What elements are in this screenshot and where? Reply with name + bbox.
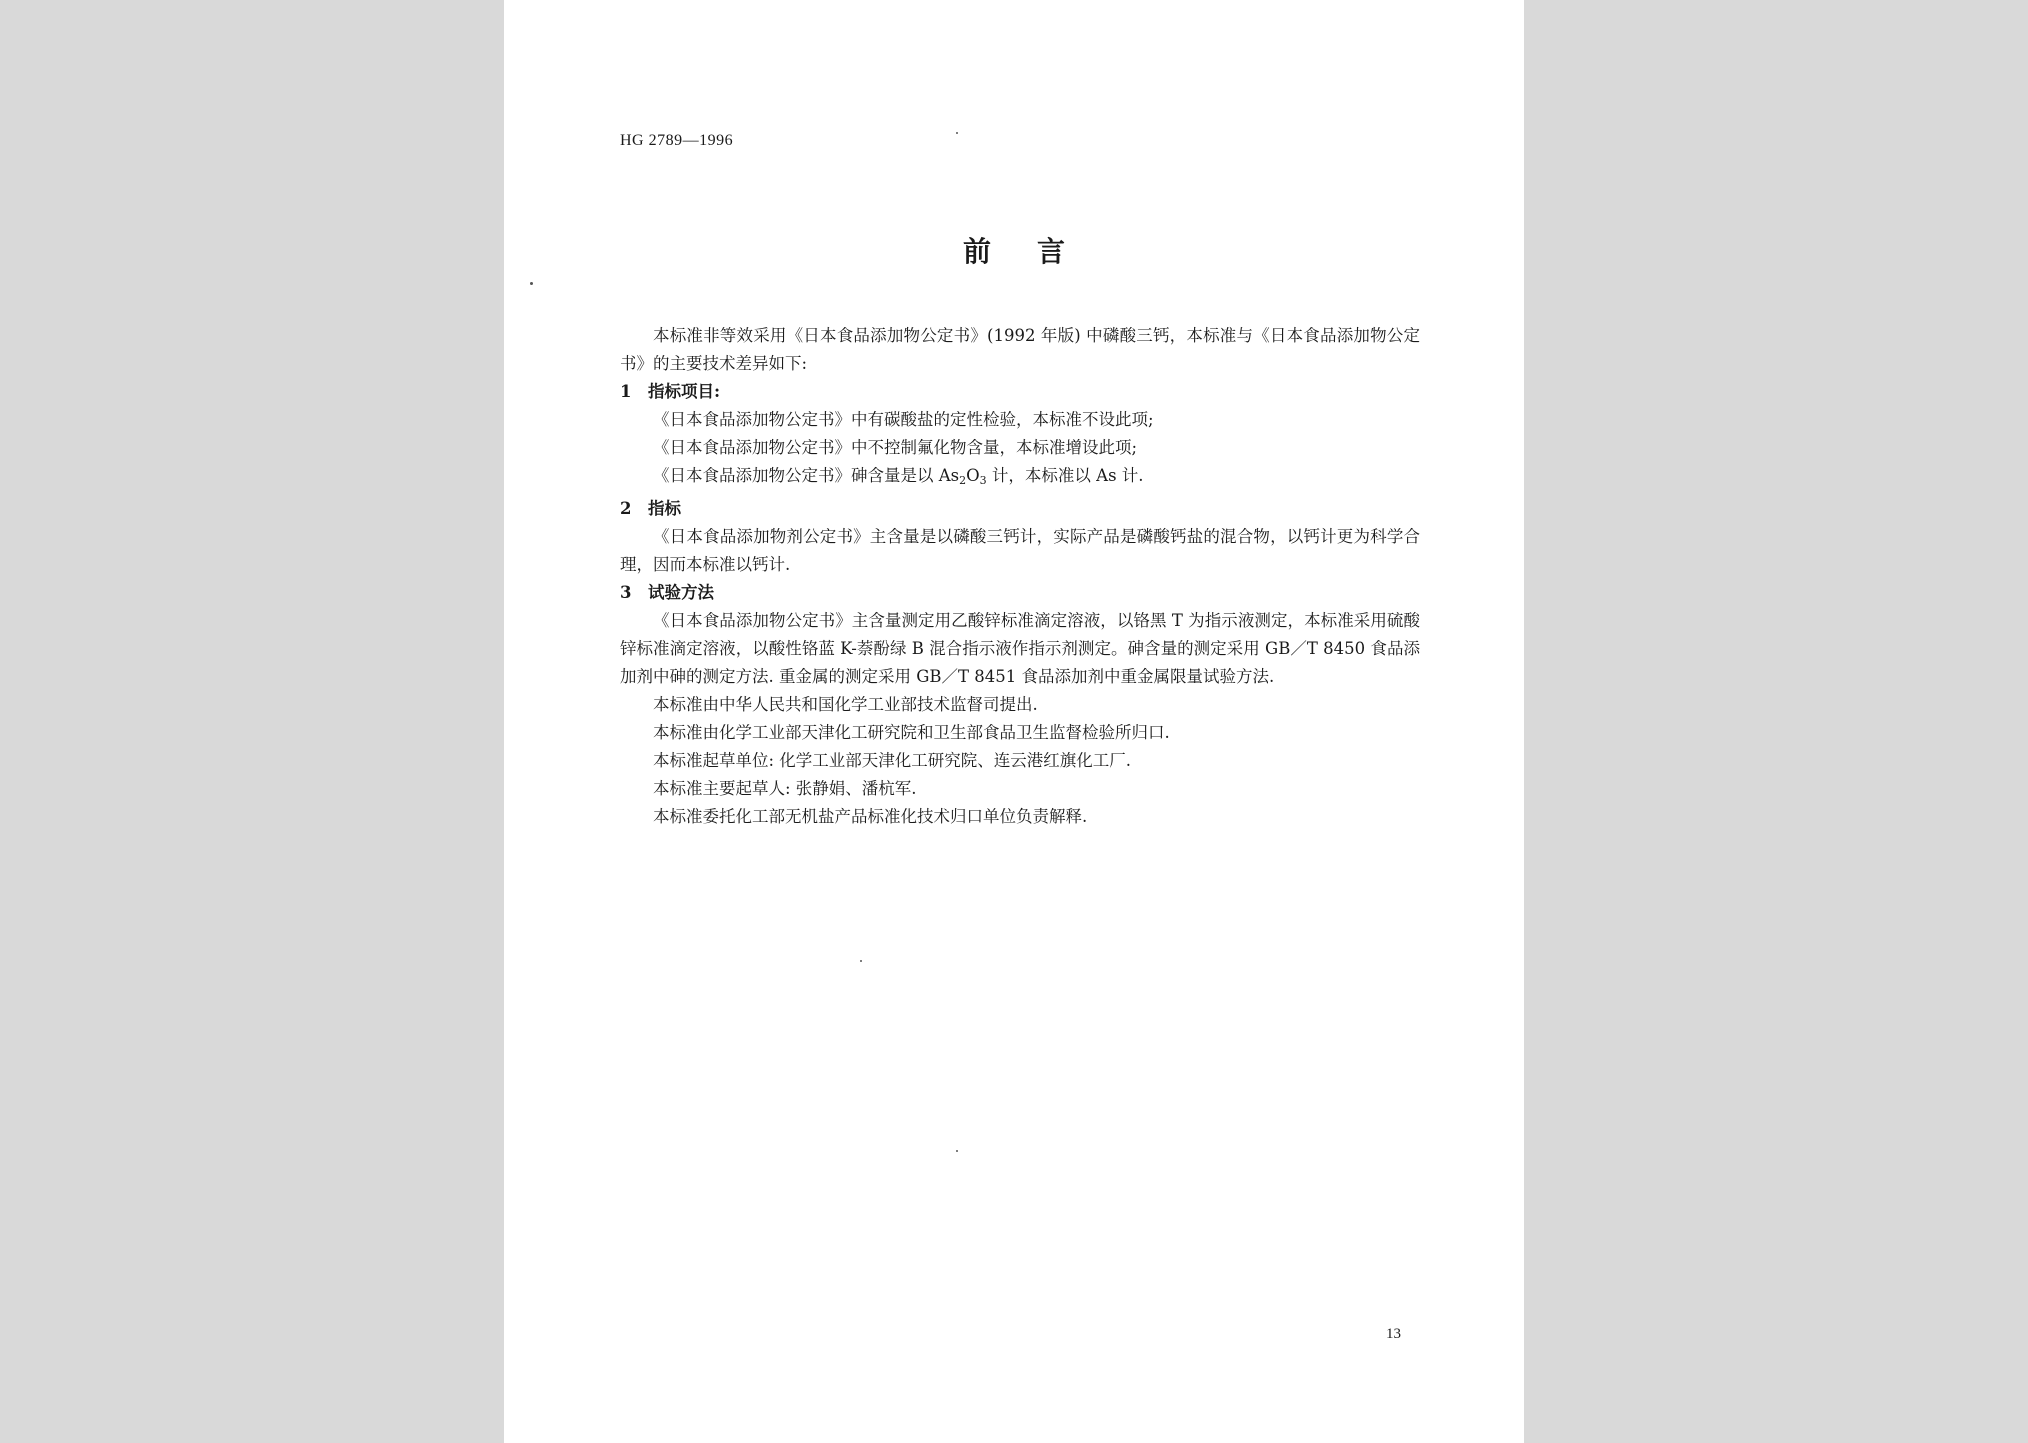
scan-speck (860, 960, 862, 962)
section-number: 1 (620, 382, 632, 401)
section-heading-text: 指标项目: (648, 382, 721, 401)
scan-speck (956, 132, 958, 134)
closing-line-5: 本标准委托化工部无机盐产品标准化技术归口单位负责解释. (653, 807, 1088, 826)
document-page (504, 0, 1524, 1443)
section-heading-text: 指标 (648, 499, 681, 518)
scan-speck (530, 282, 533, 285)
page-number: 13 (1386, 1326, 1401, 1342)
section-1-line-2: 《日本食品添加物公定书》中不控制氟化物含量，本标准增设此项; (653, 438, 1138, 457)
section-3-paragraph: 《日本食品添加物公定书》主含量测定用乙酸锌标准滴定溶液，以铬黑 T 为指示液测定，本标准采用硫酸锌标准滴定溶液，以酸性铬蓝 K-萘酚绿 B 混合指示液作指示剂测定。砷含量的测定采用 GB／T 8450 食品添加剂中砷的测定方法. 重金属的测定采用 GB／T 8451 食品添加剂中重金属限量试验方法. (620, 611, 1420, 686)
section-number: 3 (620, 583, 632, 602)
arsenic-text-mid: O (966, 466, 980, 485)
section-heading-1 (620, 378, 1420, 406)
document-body (620, 322, 1420, 831)
section-number: 2 (620, 499, 632, 518)
section-1-line-3 (620, 462, 1420, 495)
standard-code: HG 2789—1996 (620, 132, 734, 149)
section-heading-3 (620, 579, 1420, 607)
arsenic-text-before: 《日本食品添加物公定书》砷含量是以 As (653, 466, 960, 485)
section-heading-text: 试验方法 (648, 583, 714, 602)
intro-paragraph: 本标准非等效采用《日本食品添加物公定书》(1992 年版) 中磷酸三钙，本标准与《日本食品添加物公定书》的主要技术差异如下: (620, 326, 1420, 373)
page-title: 前言 (962, 235, 1111, 268)
scan-speck (956, 1150, 958, 1152)
arsenic-text-after: 计，本标准以 As 计. (986, 466, 1144, 485)
subscript-3: 3 (979, 474, 987, 487)
closing-line-3: 本标准起草单位: 化学工业部天津化工研究院、连云港红旗化工厂. (653, 751, 1132, 770)
closing-line-1: 本标准由中华人民共和国化学工业部技术监督司提出. (653, 695, 1038, 714)
closing-line-2: 本标准由化学工业部天津化工研究院和卫生部食品卫生监督检验所归口. (653, 723, 1170, 742)
closing-line-4: 本标准主要起草人: 张静娟、潘杭军. (653, 779, 917, 798)
subscript-2: 2 (959, 474, 967, 487)
section-heading-2 (620, 495, 1420, 523)
section-1-line-1: 《日本食品添加物公定书》中有碳酸盐的定性检验，本标准不设此项; (653, 410, 1154, 429)
section-2-paragraph: 《日本食品添加物剂公定书》主含量是以磷酸三钙计，实际产品是磷酸钙盐的混合物，以钙计更为科学合理，因而本标准以钙计. (620, 527, 1420, 574)
